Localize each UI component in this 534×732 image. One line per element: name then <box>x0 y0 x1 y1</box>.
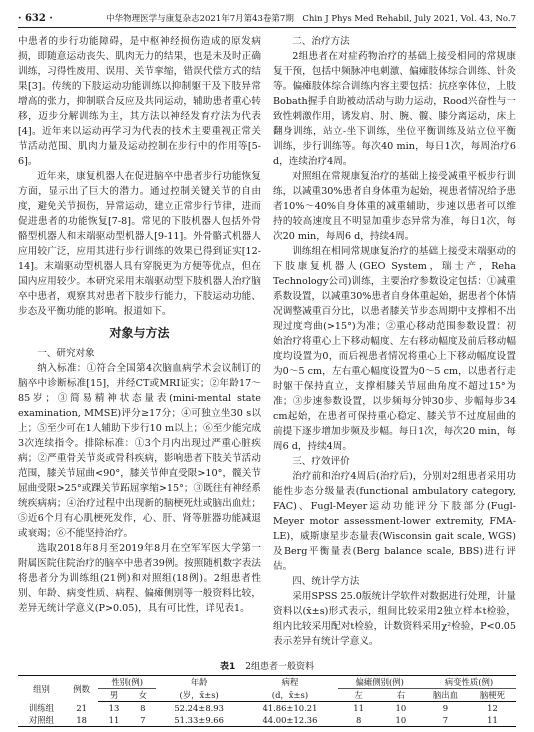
cell-hemorrhage: 7 <box>422 714 469 727</box>
col-header-course: 病程 <box>242 676 337 689</box>
paragraph: 近年来，康复机器人在促进脑卒中患者步行功能恢复方面，显示出了巨大的潜力。通过控制关键关节的自由度，避免关节损伤，异常运动，建立正常步行节律，进而促进患者的功能恢复[7-8]。常见的下肢机器人包括外骨骼型机器人和末端驱动型机器人[9-11]。外骨骼式机器人应用较广泛，应用其进行步行训练的效果已得到证实[12-14]。末端驱动型机器人具有穿脱更为方便等优点，但在国内应用较少。本研究采用末端驱动型下肢机器人治疗脑卒中患者，观察其对患者下肢步行能力，下肢运动功能、步态及平衡功能的影响。报道如下。 <box>18 171 261 317</box>
cell-female: 7 <box>130 714 156 727</box>
col-header-male: 男 <box>98 689 129 702</box>
table-title: 2组患者一般资料 <box>245 662 314 672</box>
table-1 <box>18 659 516 727</box>
cell-group: 对照组 <box>18 714 65 727</box>
col-header-age-unit: (岁，x̄±s) <box>156 689 243 702</box>
col-header-age: 年龄 <box>156 676 243 689</box>
cell-right: 10 <box>395 703 407 713</box>
paragraph: 2组患者在对症药物治疗的基础上接受相同的常规康复干预，包括中频脉冲电刺激、偏瘫肢体综合训练、针灸等。偏瘫肢体综合训练内容主要包括：抗痉挛体位，上肢Bobath握手自助被动活动与助力运动，Rood兴奋性与一致性刺激作用，诱发肩、肘、腕、髋、膝分离运动，床上翻身训练，站立-坐下训练，坐位平衡训练及站立位平衡训练，步行训练等。每次40 min，每日1次，每周治疗6 d，连续治疗4周。 <box>273 51 516 167</box>
cell-age: 52.24±8.93 <box>174 703 224 713</box>
subsection-heading: 四、统计学方法 <box>292 576 360 587</box>
table-caption <box>18 659 516 672</box>
col-header-side: 偏瘫侧别(例) <box>338 676 423 689</box>
cell-course: 41.86±10.21 <box>262 703 318 713</box>
col-header-n: 例数 <box>65 676 98 702</box>
page-number: · 632 · <box>18 13 53 24</box>
cell-female: 8 <box>140 703 146 713</box>
cell-infarction: 12 <box>487 703 498 713</box>
section-title: 对象与方法 <box>109 326 170 340</box>
subsection-heading: 三、疗效评价 <box>292 456 350 467</box>
paragraph: 采用SPSS 25.0版统计学软件对数据进行处理，计量资料以(x̄±s)形式表示，组间比较采用2独立样本t检验，组内比较采用配对t检验，计数资料采用χ²检验，P<0.05表示差异有统计学意义。 <box>273 591 516 647</box>
cell-n: 18 <box>65 714 98 727</box>
cell-male: 13 <box>108 703 120 713</box>
paragraph: 选取2018年8月至2019年8月在空军军医大学第一附属医院住院治疗的脑卒中患者39例。按照随机数字表法将患者分为训练组(21例)和对照组(18例)。2组患者性别、年龄、病变性质、病程、偏瘫侧别等一般资料比较，差异无统计学意义(P>0.05)，具有可比性，详见表1。 <box>18 543 261 614</box>
subsection-heading: 二、治疗方法 <box>292 36 350 47</box>
paragraph: 纳入标准：①符合全国第4次脑血病学术会议制订的脑卒中诊断标准[15]，并经CT或MRI证实；②年龄17～85岁；③简易精神状态量表(mini-mental state examination, MMSE)评分≥17分；④可独立坐30 s以上；⑤至少可在1人辅助下步行10 m以上；⑥至少能完成3次连续指令。排除标准：①3个月内出现过严重心脏疾病；②严重骨关节炎或骨科疾病，影响患者下肢关节活动范围，膝关节屈曲<90°，膝关节伸直受限>10°，髋关节屈曲受限>25°或踝关节跖屈挛缩>15°；③既往有神经系统疾病病；④治疗过程中出现新的脑梗死灶或脑出血灶；⑤近6个月有心肌梗死发作，心、肝、肾等脏器功能减退或衰竭；⑥不能坚持治疗。 <box>18 363 261 539</box>
col-header-left: 左 <box>338 689 380 702</box>
subsection-heading: 一、研究对象 <box>37 348 95 359</box>
cell-male: 11 <box>98 714 129 727</box>
col-header-course-unit: (d，x̄±s) <box>242 689 337 702</box>
paragraph: 训练组在相同常规康复治疗的基础上接受末端驱动的下肢康复机器人(GEO System，瑞士产，Reha Technology公司)训练，主要治疗参数设定包括：①减重系数设置，以减重30%患者自身体重起始，据患者个体情况调整减重百分比，以患者膝关节步态周期中支撑相不出现过度弯曲(>15°)为准；②重心移动范围参数设置：初始治疗将重心上下移动幅度、左右移动幅度及前后移动幅度均设置为0，而后视患者情况将重心上下移动幅度设置为0～5 cm，左右重心幅度设置为0～5 cm，以患者行走时躯干保持直立，支撑相膝关节屈曲角度不超过15°为准；③步速参数设置，以步频每分钟30步、步幅每步34 cm起始，在患者可保持重心稳定、膝关节不过度屈曲的前提下逐步增加步频及步幅。每日1次，每次20 min，每周6 d，持续4周。 <box>273 246 516 452</box>
cell-left: 11 <box>353 703 364 713</box>
table-row <box>18 702 516 715</box>
cell-group: 训练组 <box>28 702 55 713</box>
col-header-nature: 病变性质(例) <box>422 676 516 689</box>
cell-course: 44.00±12.36 <box>242 714 337 727</box>
col-header-infarction: 脑梗死 <box>469 689 516 702</box>
left-column <box>18 34 261 649</box>
paragraph: 对照组在常规康复治疗的基础上接受减重平板步行训练，以减重30%患者自身体重为起始，视患者情况给予患者10%～40%自身体重的减重辅助，步速以患者可以维持的较高速度且不明显加重步态异常为准，每日1次，每次20 min，每周6 d，持续4周。 <box>273 171 516 242</box>
running-header <box>18 10 516 28</box>
paragraph: 中患者的步行功能障碍，是中枢神经损伤造成的原发病损，即随意运动丧失、肌肉无力的结果，也是未及时正确训练，习得性废用、误用、关节挛缩，错误代偿方式的结果[3]。传统的下肢运动功能训练以抑制躯干及下肢异常增高的张力，抑制联合反应及共同运动，辅助患者重心转移，迈步分解训练为主，其方法以神经发育疗法为代表[4]。近年来以运动再学习为代表的技术主要重视正常关节活动范围、肌肉力量及运动控制在步行中的作用等[5-6]。 <box>18 36 261 167</box>
cell-infarction: 11 <box>469 714 516 727</box>
cell-hemorrhage: 9 <box>442 703 449 713</box>
paragraph: 治疗前和治疗4周后(治疗后)，分别对2组患者采用功能性步态分级量表(functional ambulatory category, FAC)、Fugl-Meyer运动功能评分下肢部分(Fugl-Meyer motor assessment-lower extremity, FMA-LE)，威斯康星步态量表(Wisconsin gait scale, WGS)及Berg平衡量表(Berg balance scale, BBS)进行评估。 <box>273 471 516 572</box>
journal-citation: 中华物理医学与康复杂志2021年7月第43卷第7期 Chin J Phys Med Rehabil, July 2021, Vol. 43, No.7 <box>106 14 516 24</box>
table-row <box>18 714 516 727</box>
cell-left: 8 <box>338 714 380 727</box>
demographics-table <box>18 675 516 727</box>
col-header-right: 右 <box>380 689 422 702</box>
table-label: 表1 <box>220 662 236 672</box>
col-header-hemorrhage: 脑出血 <box>422 689 469 702</box>
col-header-group: 组别 <box>18 676 65 702</box>
two-column-body <box>18 34 516 649</box>
col-header-sex: 性别(例) <box>98 676 156 689</box>
right-column <box>273 34 516 649</box>
cell-right: 10 <box>380 714 422 727</box>
cell-age: 51.33±9.66 <box>156 714 243 727</box>
col-header-female: 女 <box>130 689 156 702</box>
cell-n: 21 <box>76 702 88 713</box>
